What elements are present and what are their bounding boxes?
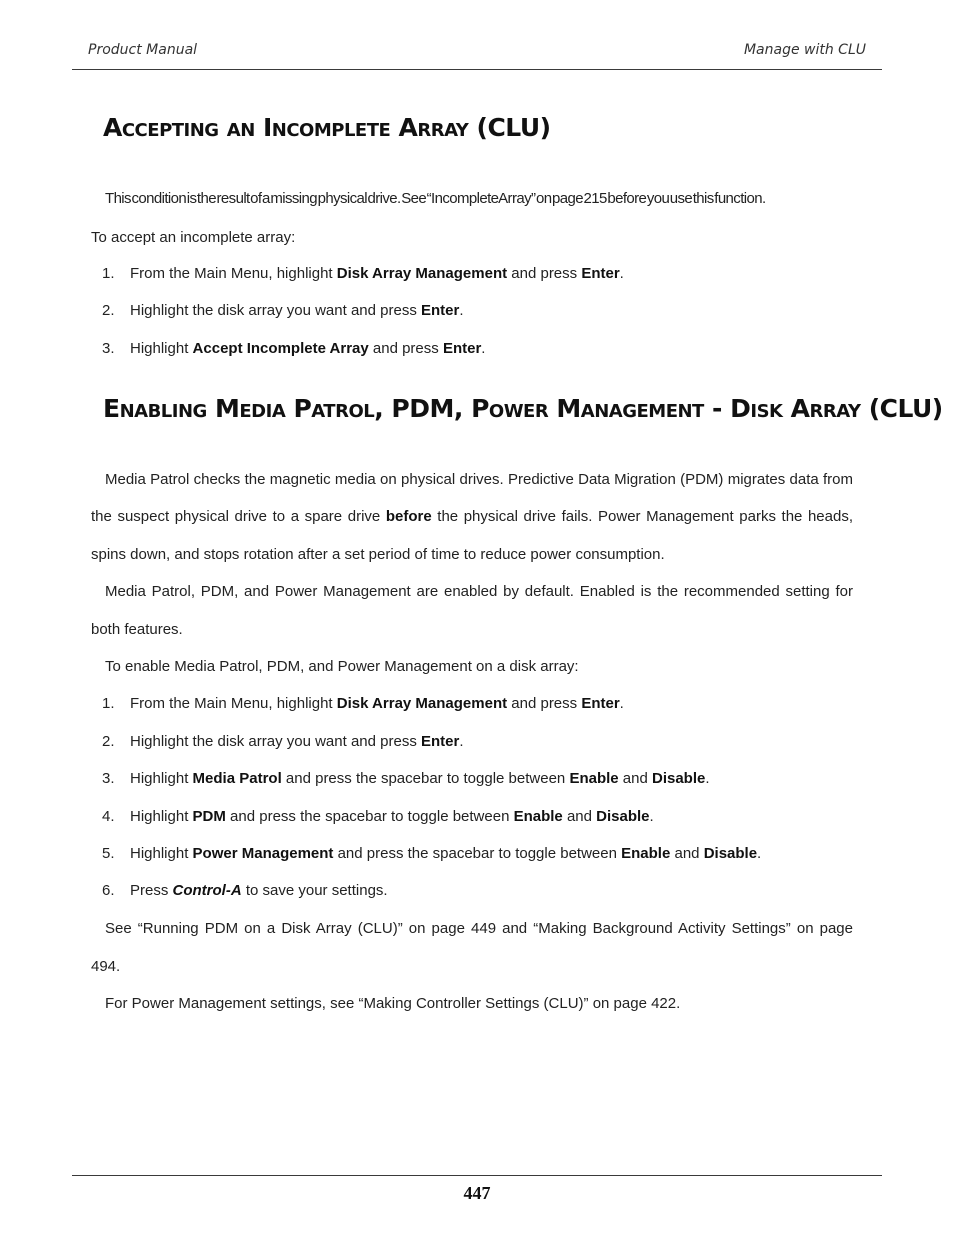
see-also-line: See “Running PDM on a Disk Array (CLU)” on page 449 and “Making Background Activity Settings” on page: [105, 920, 853, 937]
step-number: 1.: [102, 695, 115, 712]
enable-intro: To enable Media Patrol, PDM, and Power Management on a disk array:: [105, 658, 579, 675]
step-number: 3.: [102, 340, 115, 357]
step-number: 3.: [102, 770, 115, 787]
header-document-title: Product Manual: [88, 42, 198, 58]
enable-step-5: Highlight Power Management and press the spacebar to toggle between Enable and Disable.: [130, 845, 762, 862]
media-patrol-description-line: the suspect physical drive to a spare drive before the physical drive fails. Power Management parks the heads,: [91, 508, 854, 525]
section-heading-accept-incomplete-array: Accepting an Incomplete Array (CLU): [103, 113, 551, 142]
enable-step-1: From the Main Menu, highlight Disk Array Management and press Enter.: [130, 695, 624, 712]
accept-step-1: From the Main Menu, highlight Disk Array Management and press Enter.: [130, 265, 624, 282]
enable-step-2: Highlight the disk array you want and press Enter.: [130, 733, 464, 750]
media-patrol-description-line: Media Patrol checks the magnetic media on physical drives. Predictive Data Migration (PDM) migrates data from: [105, 471, 853, 488]
enable-step-4: Highlight PDM and press the spacebar to toggle between Enable and Disable.: [130, 808, 654, 825]
footer-rule: [72, 1175, 882, 1176]
step-number: 4.: [102, 808, 115, 825]
accept-step-3: Highlight Accept Incomplete Array and press Enter.: [130, 340, 486, 357]
media-patrol-description-line: spins down, and stops rotation after a set period of time to reduce power consumption.: [91, 546, 665, 563]
section-heading-enable-media-patrol-pdm: Enabling Media Patrol, PDM, Power Management - Disk Array (CLU): [103, 394, 943, 423]
accept-intro: To accept an incomplete array:: [91, 229, 296, 246]
step-number: 6.: [102, 882, 115, 899]
condition-note: This condition is the result of a missing physical drive. See “Incomplete Array” on page 215 before you use this function.: [105, 190, 766, 207]
step-number: 2.: [102, 302, 115, 319]
step-number: 2.: [102, 733, 115, 750]
step-number: 1.: [102, 265, 115, 282]
default-settings-line: both features.: [91, 621, 183, 638]
header-chapter-title: Manage with CLU: [743, 42, 866, 58]
page-number: 447: [463, 1183, 491, 1203]
power-management-reference: For Power Management settings, see “Making Controller Settings (CLU)” on page 422.: [105, 995, 681, 1012]
accept-step-2: Highlight the disk array you want and press Enter.: [130, 302, 464, 319]
enable-step-6: Press Control-A to save your settings.: [130, 882, 388, 899]
enable-step-3: Highlight Media Patrol and press the spacebar to toggle between Enable and Disable.: [130, 770, 710, 787]
step-number: 5.: [102, 845, 115, 862]
default-settings-line: Media Patrol, PDM, and Power Management are enabled by default. Enabled is the recommended setting for: [105, 583, 853, 600]
see-also-line: 494.: [91, 958, 121, 975]
page-header: [72, 38, 882, 70]
